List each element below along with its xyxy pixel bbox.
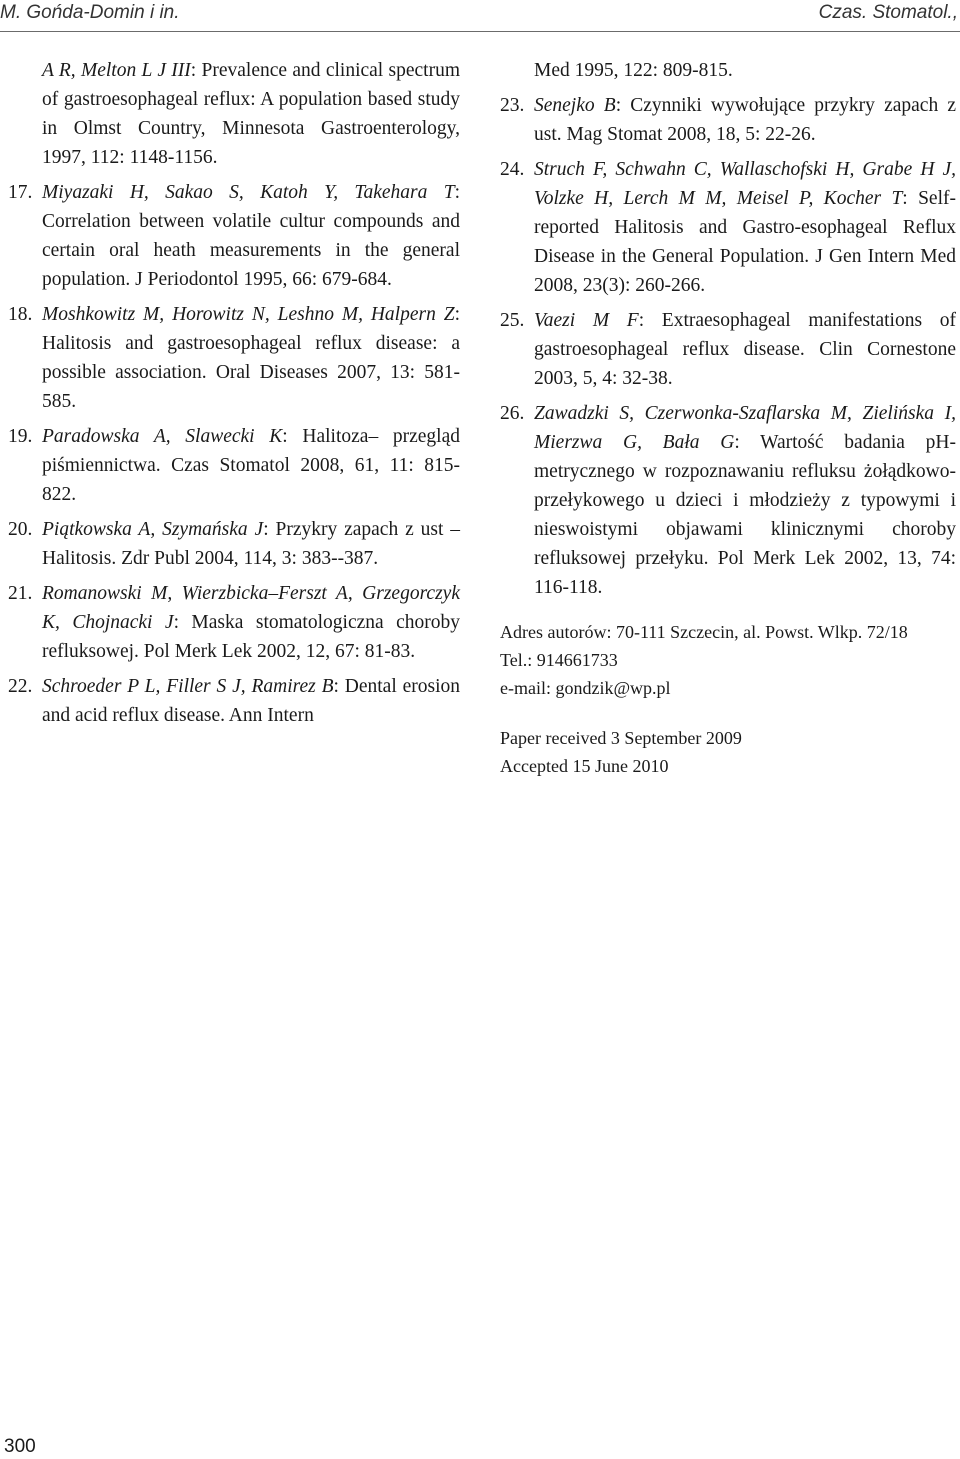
email-line: e-mail: gondzik@wp.pl [500,678,671,698]
reference-item [500,91,956,149]
reference-text: : Self-reported Halitosis and Gastro-esophageal Reflux Disease in the General Population. J Gen Intern Med 2008, 23(3): 260-266. [534,188,956,296]
reference-text: : Halitosis and gastroesophageal reflux disease: a possible association. Oral Diseases 2007, 13: 581-585. [42,304,460,412]
reference-text: : Extraesophageal manifestations of gastroesophageal reflux disease. Clin Cornestone 2003, 5, 4: 32-38. [534,310,956,389]
reference-number: 21. [8,583,33,604]
phone-line: Tel.: 914661733 [500,650,618,670]
received-date: Paper received 3 September 2009 [500,728,742,748]
reference-authors: Piątkowska A, Szymańska J [42,519,264,540]
reference-number: 23. [500,95,525,116]
author-address [500,618,956,702]
reference-column-left [8,56,460,736]
reference-number: 20. [8,519,33,540]
reference-number: 17. [8,182,33,203]
reference-number: 25. [500,310,525,331]
header-authors: M. Gońda-Domin i in. [0,2,180,23]
reference-text: Med 1995, 122: 809-815. [534,60,733,81]
reference-item [500,56,956,85]
paper-dates [500,724,956,780]
reference-number: 26. [500,403,525,424]
reference-number: 24. [500,159,525,180]
reference-item [8,178,460,294]
reference-item [8,579,460,666]
reference-number: 22. [8,676,33,697]
reference-column-right [500,56,956,780]
reference-authors: Miyazaki H, Sakao S, Katoh Y, Takehara T [42,182,455,203]
reference-authors: A R, Melton L J III [42,60,191,81]
running-header [0,0,960,32]
reference-text: : Wartość badania pH-metrycznego w rozpoznawaniu refluksu żołądkowo-przełykowego u dzieci i młodzieży z typowymi i nieswoistymi objawami klinicznymi choroby refluksowej przełyku. Pol Merk Lek 2002, 13, 74: 116-118. [534,432,956,598]
reference-item [8,300,460,416]
reference-text: : Maska stomatologiczna choroby refluksowej. Pol Merk Lek 2002, 12, 67: 81-83. [42,612,460,662]
reference-text: : Czynniki wywołujące przykry zapach z ust. Mag Stomat 2008, 18, 5: 22-26. [534,95,956,145]
reference-text: : Halitoza– przegląd piśmiennictwa. Czas Stomatol 2008, 61, 11: 815-822. [42,426,460,505]
reference-text: : Correlation between volatile cultur compounds and certain oral heath measurements in the general population. J Periodontol 1995, 66: 679-684. [42,182,460,290]
reference-item [8,672,460,730]
reference-item [500,155,956,300]
reference-number: 18. [8,304,33,325]
reference-text: : Przykry zapach z ust – Halitosis. Zdr Publ 2004, 114, 3: 383--387. [42,519,460,569]
header-journal: Czas. Stomatol., [818,2,958,23]
reference-text: : Prevalence and clinical spectrum of gastroesophageal reflux: A population based study in Olmst Country, Minnesota Gastroenterology, 1997, 112: 1148-1156. [42,60,460,168]
reference-item [8,56,460,172]
reference-authors: Moshkowitz M, Horowitz N, Leshno M, Halpern Z [42,304,455,325]
reference-authors: Struch F, Schwahn C, Wallaschofski H, Grabe H J, Volzke H, Lerch M M, Meisel P, Kocher T [534,159,956,209]
page-number: 300 [4,1436,36,1457]
reference-item [500,399,956,602]
reference-authors: Paradowska A, Slawecki K [42,426,283,447]
reference-item [8,515,460,573]
address-line: Adres autorów: 70-111 Szczecin, al. Powst. Wlkp. 72/18 [500,622,908,642]
reference-text: : Dental erosion and acid reflux disease. Ann Intern [42,676,460,726]
reference-authors: Senejko B [534,95,616,116]
reference-authors: Vaezi M F [534,310,639,331]
reference-authors: Zawadzki S, Czerwonka-Szaflarska M, Zielińska I, Mierzwa G, Bała G [534,403,956,453]
reference-authors: Romanowski M, Wierzbicka–Ferszt A, Grzegorczyk K, Chojnacki J [42,583,460,633]
reference-authors: Schroeder P L, Filler S J, Ramirez B [42,676,334,697]
reference-number: 19. [8,426,33,447]
reference-item [500,306,956,393]
accepted-date: Accepted 15 June 2010 [500,756,669,776]
reference-item [8,422,460,509]
